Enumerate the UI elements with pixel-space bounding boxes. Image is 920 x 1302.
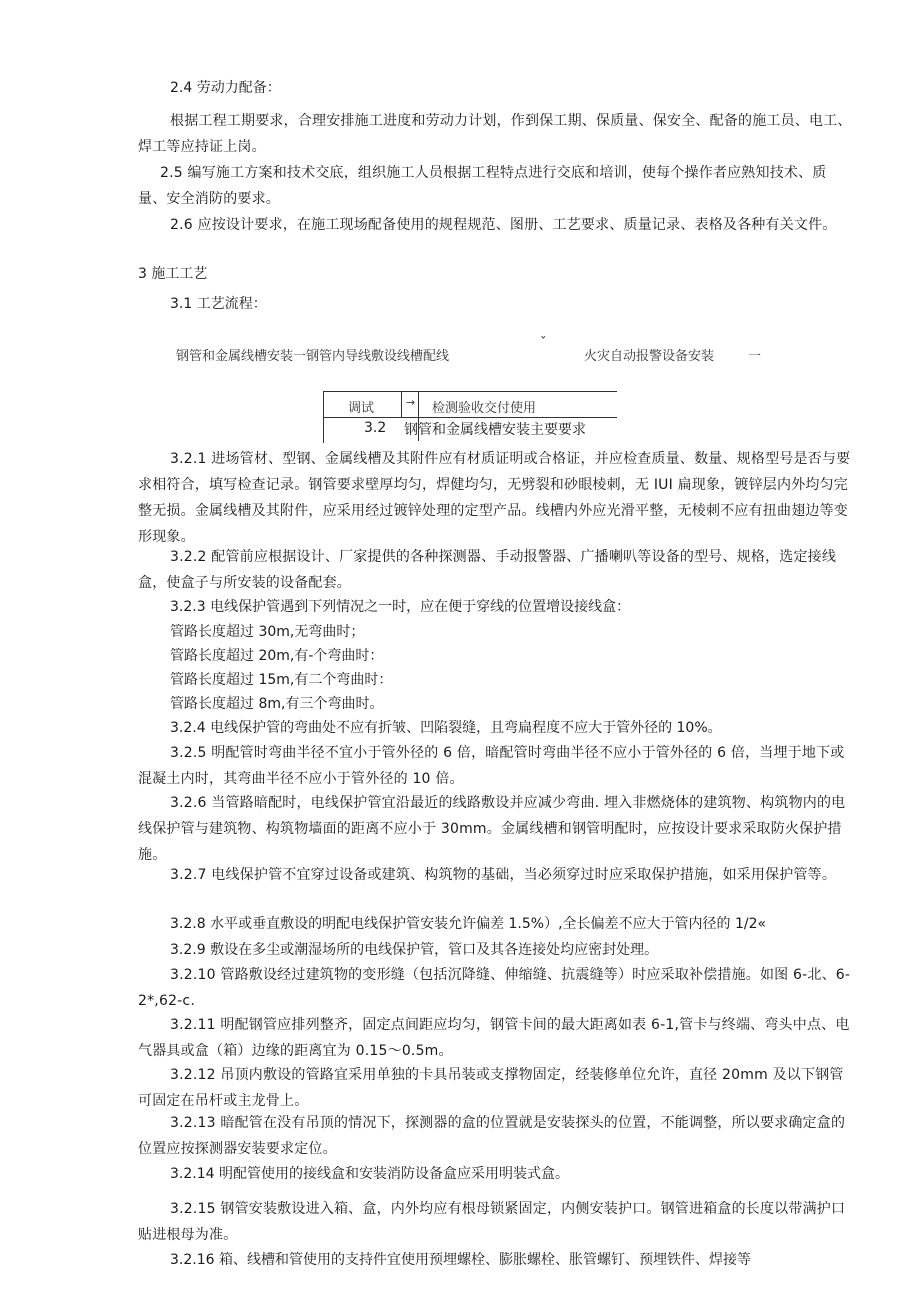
clause-3-2-12: 3.2.12 吊顶内敷设的管路宜采用单独的卡具吊装或支撑物固定，经装修单位允许，直径 20mm 及以下钢管可固定在吊杆或主龙骨上。: [138, 1067, 844, 1109]
clause-3-2-14: 3.2.14 明配管使用的接线盒和安装消防设备盒应采用明装式盒。: [170, 1166, 569, 1182]
clause-3-2-3-b: 管路长度超过 20m,有-个弯曲时：: [170, 648, 384, 664]
section-2-4-heading: 2.4 劳动力配备：: [170, 80, 281, 96]
flow-step-alarm-install: 火灾自动报警设备安装: [584, 349, 715, 364]
section-3-1-heading: 3.1 工艺流程：: [170, 296, 267, 312]
flow-box-top-border: [323, 391, 617, 392]
clause-3-2-11: 3.2.11 明配钢管应排列整齐，固定点间距应均匀，钢管卡间的最大距离如表 6-1,管卡与终端、弯头中点、电气器具或盒（箱）边缘的距离宜为 0.15～0.5m。: [138, 1017, 850, 1059]
flow-box-divider: [401, 391, 402, 417]
clause-3-2-3-c: 管路长度超过 15m,有二个弯曲时：: [170, 672, 393, 688]
clause-3-2-1: 3.2.1 进场管材、型钢、金属线槽及其附件应有材质证明或合格证，并应检查质量、数量、规格型号是否与要求相符合，填写检查记录。钢管要求壁厚均匀，焊健均匀，无劈裂和砂眼棱刺，无 IUI 扁现象，镀锌层内外均匀完整无损。金属线槽及其附件，应采用经过镀锌处理的定型产品。线槽内外应光滑平整，无棱刺不应有扭曲翅边等变形现象。: [138, 451, 851, 545]
section-2-6: 2.6 应按设计要求，在施工现场配备使用的规程规范、图册、工艺要求、质量记录、表格及各种有关文件。: [170, 217, 837, 233]
clause-3-2-3-a: 管路长度超过 30m,无弯曲时；: [170, 624, 365, 640]
flow-step-pipe-wiring: 钢管和金属线槽安装一钢管内导线敷设线槽配线: [176, 349, 450, 364]
clause-3-2-5: 3.2.5 明配管时弯曲半径不宜小于管外径的 6 倍，暗配管时弯曲半径不应小于管外径的 6 倍，当埋于地下或混凝土内时，其弯曲半径不应小于管外径的 10 倍。: [138, 745, 845, 787]
clause-3-2-10: 3.2.10 管路敷设经过建筑物的变形缝（包括沉降缝、伸缩缝、抗震缝等）时应采取补偿措施。如图 6-北、6-2*,62-c.: [138, 967, 851, 1009]
clause-3-2-4: 3.2.4 电线保护管的弯曲处不应有折皱、凹陷裂缝，且弯扁程度不应大于管外径的 10%。: [170, 720, 722, 736]
clause-3-2-2: 3.2.2 配管前应根据设计、厂家提供的各种探测器、手动报警器、广播喇叭等设备的型号、规格，选定接线盒，使盒子与所安装的设备配套。: [138, 549, 837, 591]
clause-3-2-9: 3.2.9 敷设在多尘或潮湿场所的电线保护管，管口及其各连接处均应密封处理。: [170, 942, 659, 958]
clause-3-2-15: 3.2.15 钢管安装敷设进入箱、盒，内外均应有根母锁紧固定，内侧安装护口。钢管进箱盒的长度以带满护口贴进根母为准。: [138, 1201, 846, 1243]
section-3-heading: 3 施工工艺: [138, 266, 208, 282]
flow-tilde-mark: ˇ: [540, 336, 547, 351]
section-3-2-number: 3.2: [364, 420, 387, 436]
flow-arrow: →: [406, 396, 416, 409]
flow-dash: 一: [748, 349, 762, 364]
clause-3-2-3: 3.2.3 电线保护管遇到下列情况之一时，应在便于穿线的位置增设接线盒：: [170, 599, 631, 615]
section-2-4-body: 根据工程工期要求，合理安排施工进度和劳动力计划，作到保工期、保质量、保安全、配备的施工员、电工、焊工等应持证上岗。: [138, 113, 852, 155]
flow-box-acceptance: 检测验收交付使用: [432, 401, 537, 416]
clause-3-2-13: 3.2.13 暗配管在没有吊顶的情况下，探测器的盒的位置就是安装探头的位置，不能调整，所以要求确定盒的位置应按探测器安装要求定位。: [138, 1115, 846, 1157]
clause-3-2-7: 3.2.7 电线保护管不宜穿过设备或建筑、构筑物的基础，当必须穿过时应采取保护措施，如采用保护管等。: [170, 867, 837, 883]
section-3-2-title: 钢管和金属线槽安装主要要求: [404, 422, 586, 438]
clause-3-2-3-d: 管路长度超过 8m,有三个弯曲时。: [170, 696, 384, 712]
clause-3-2-16: 3.2.16 箱、线槽和管使用的支持件宜使用预埋螺栓、膨胀螺栓、胀管螺钉、预埋铁件、焊接等: [170, 1252, 751, 1268]
section-2-5: 2.5 编写施工方案和技术交底，组织施工人员根据工程特点进行交底和培训，使每个操作者应熟知技术、质量、安全消防的要求。: [138, 165, 827, 207]
clause-3-2-6: 3.2.6 当管路暗配时，电线保护管宜沿最近的线路敷设并应减少弯曲. 埋入非燃烧体的建筑物、构筑物内的电线保护管与建筑物、构筑物墙面的距离不应小于 30mm。金属线槽和钢管明配时，应按设计要求采取防火保护措施。: [138, 795, 846, 863]
clause-3-2-8: 3.2.8 水平或垂直敷设的明配电线保护管安装允许偏差 1.5%）,全长偏差不应大于管内径的 1/2«: [170, 916, 767, 932]
flow-box-debug: 调试: [348, 401, 375, 416]
